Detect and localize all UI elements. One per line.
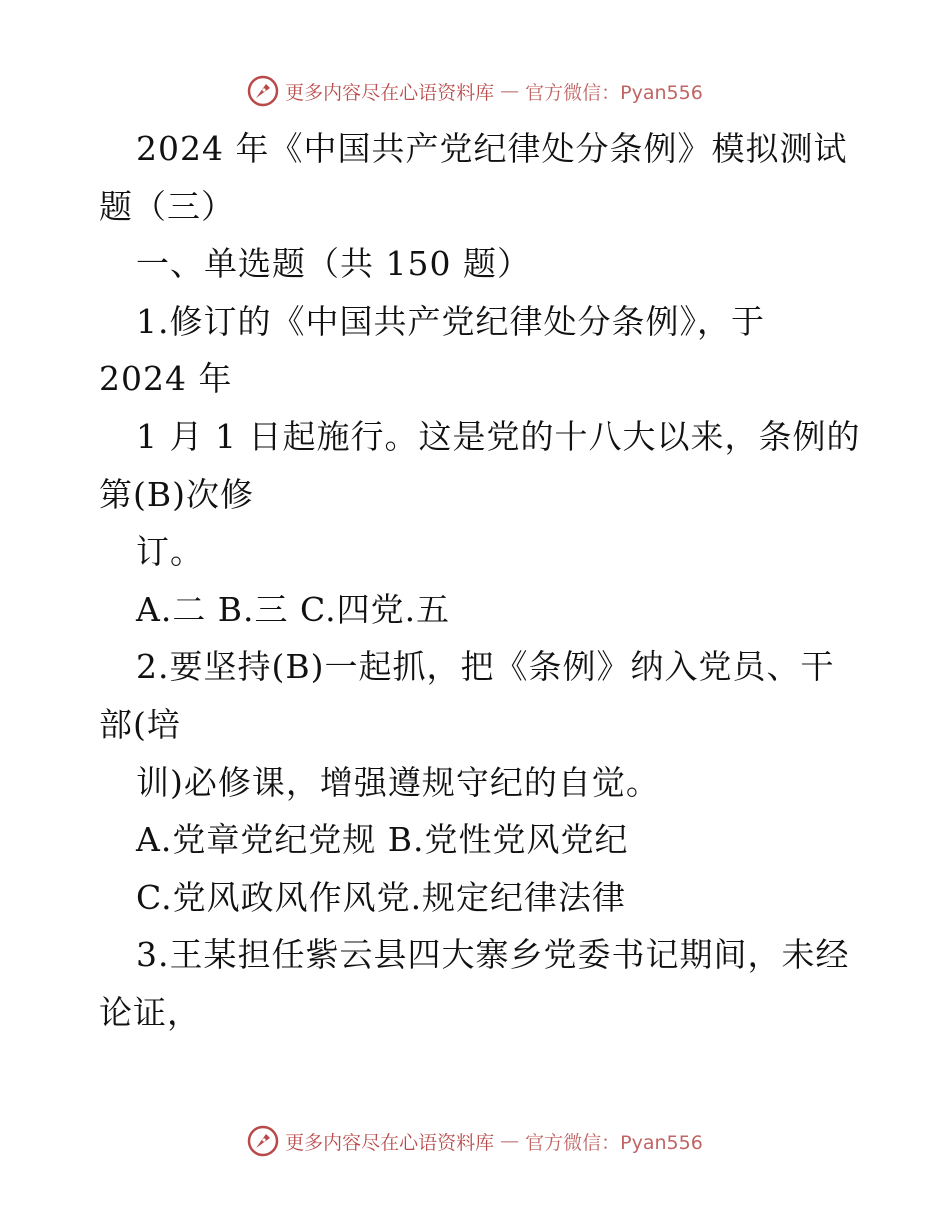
question-1-text: 1.修订的《中国共产党纪律处分条例》，于 bbox=[136, 301, 765, 341]
question-2-text: 训)必修课，增强遵规守纪的自觉。 bbox=[136, 762, 660, 802]
question-2-text: 部(培 bbox=[99, 704, 181, 744]
question-1-text: 第(B)次修 bbox=[99, 474, 254, 514]
banner-separator: — bbox=[500, 1130, 520, 1152]
question-1-text: 1 月 1 日起施行。这是党的十八大以来，条例的 bbox=[136, 416, 861, 456]
question-2-options: C.党风政风作风党.规定纪律法律 bbox=[136, 877, 627, 917]
pen-nib-logo-icon bbox=[247, 75, 279, 107]
question-1-text: 2024 年 bbox=[99, 359, 233, 399]
banner-text: 更多内容尽在心语资料库 bbox=[285, 81, 495, 104]
banner-wechat: 官方微信：Pyan556 bbox=[525, 1131, 703, 1154]
question-3-text: 论证， bbox=[99, 992, 201, 1032]
section-heading: 一、单选题（共 150 题） bbox=[136, 244, 531, 284]
banner-text: 更多内容尽在心语资料库 bbox=[285, 1131, 495, 1154]
footer-banner bbox=[0, 1121, 950, 1161]
question-1-text: 订。 bbox=[136, 532, 204, 572]
pen-nib-logo-icon bbox=[247, 1125, 279, 1157]
question-2-text: 2.要坚持(B)一起抓，把《条例》纳入党员、干 bbox=[136, 647, 835, 687]
header-banner bbox=[0, 71, 950, 111]
banner-separator: — bbox=[500, 80, 520, 102]
document-body bbox=[99, 120, 859, 1042]
question-3-text: 3.王某担任紫云县四大寨乡党委书记期间，未经 bbox=[136, 935, 850, 975]
document-title-continued: 题（三） bbox=[99, 186, 235, 226]
question-1-options: A.二 B.三 C.四党.五 bbox=[136, 589, 451, 629]
question-2-options: A.党章党纪党规 B.党性党风党纪 bbox=[136, 820, 629, 860]
document-title: 2024 年《中国共产党纪律处分条例》模拟测试 bbox=[136, 129, 848, 168]
banner-wechat: 官方微信：Pyan556 bbox=[525, 81, 703, 104]
